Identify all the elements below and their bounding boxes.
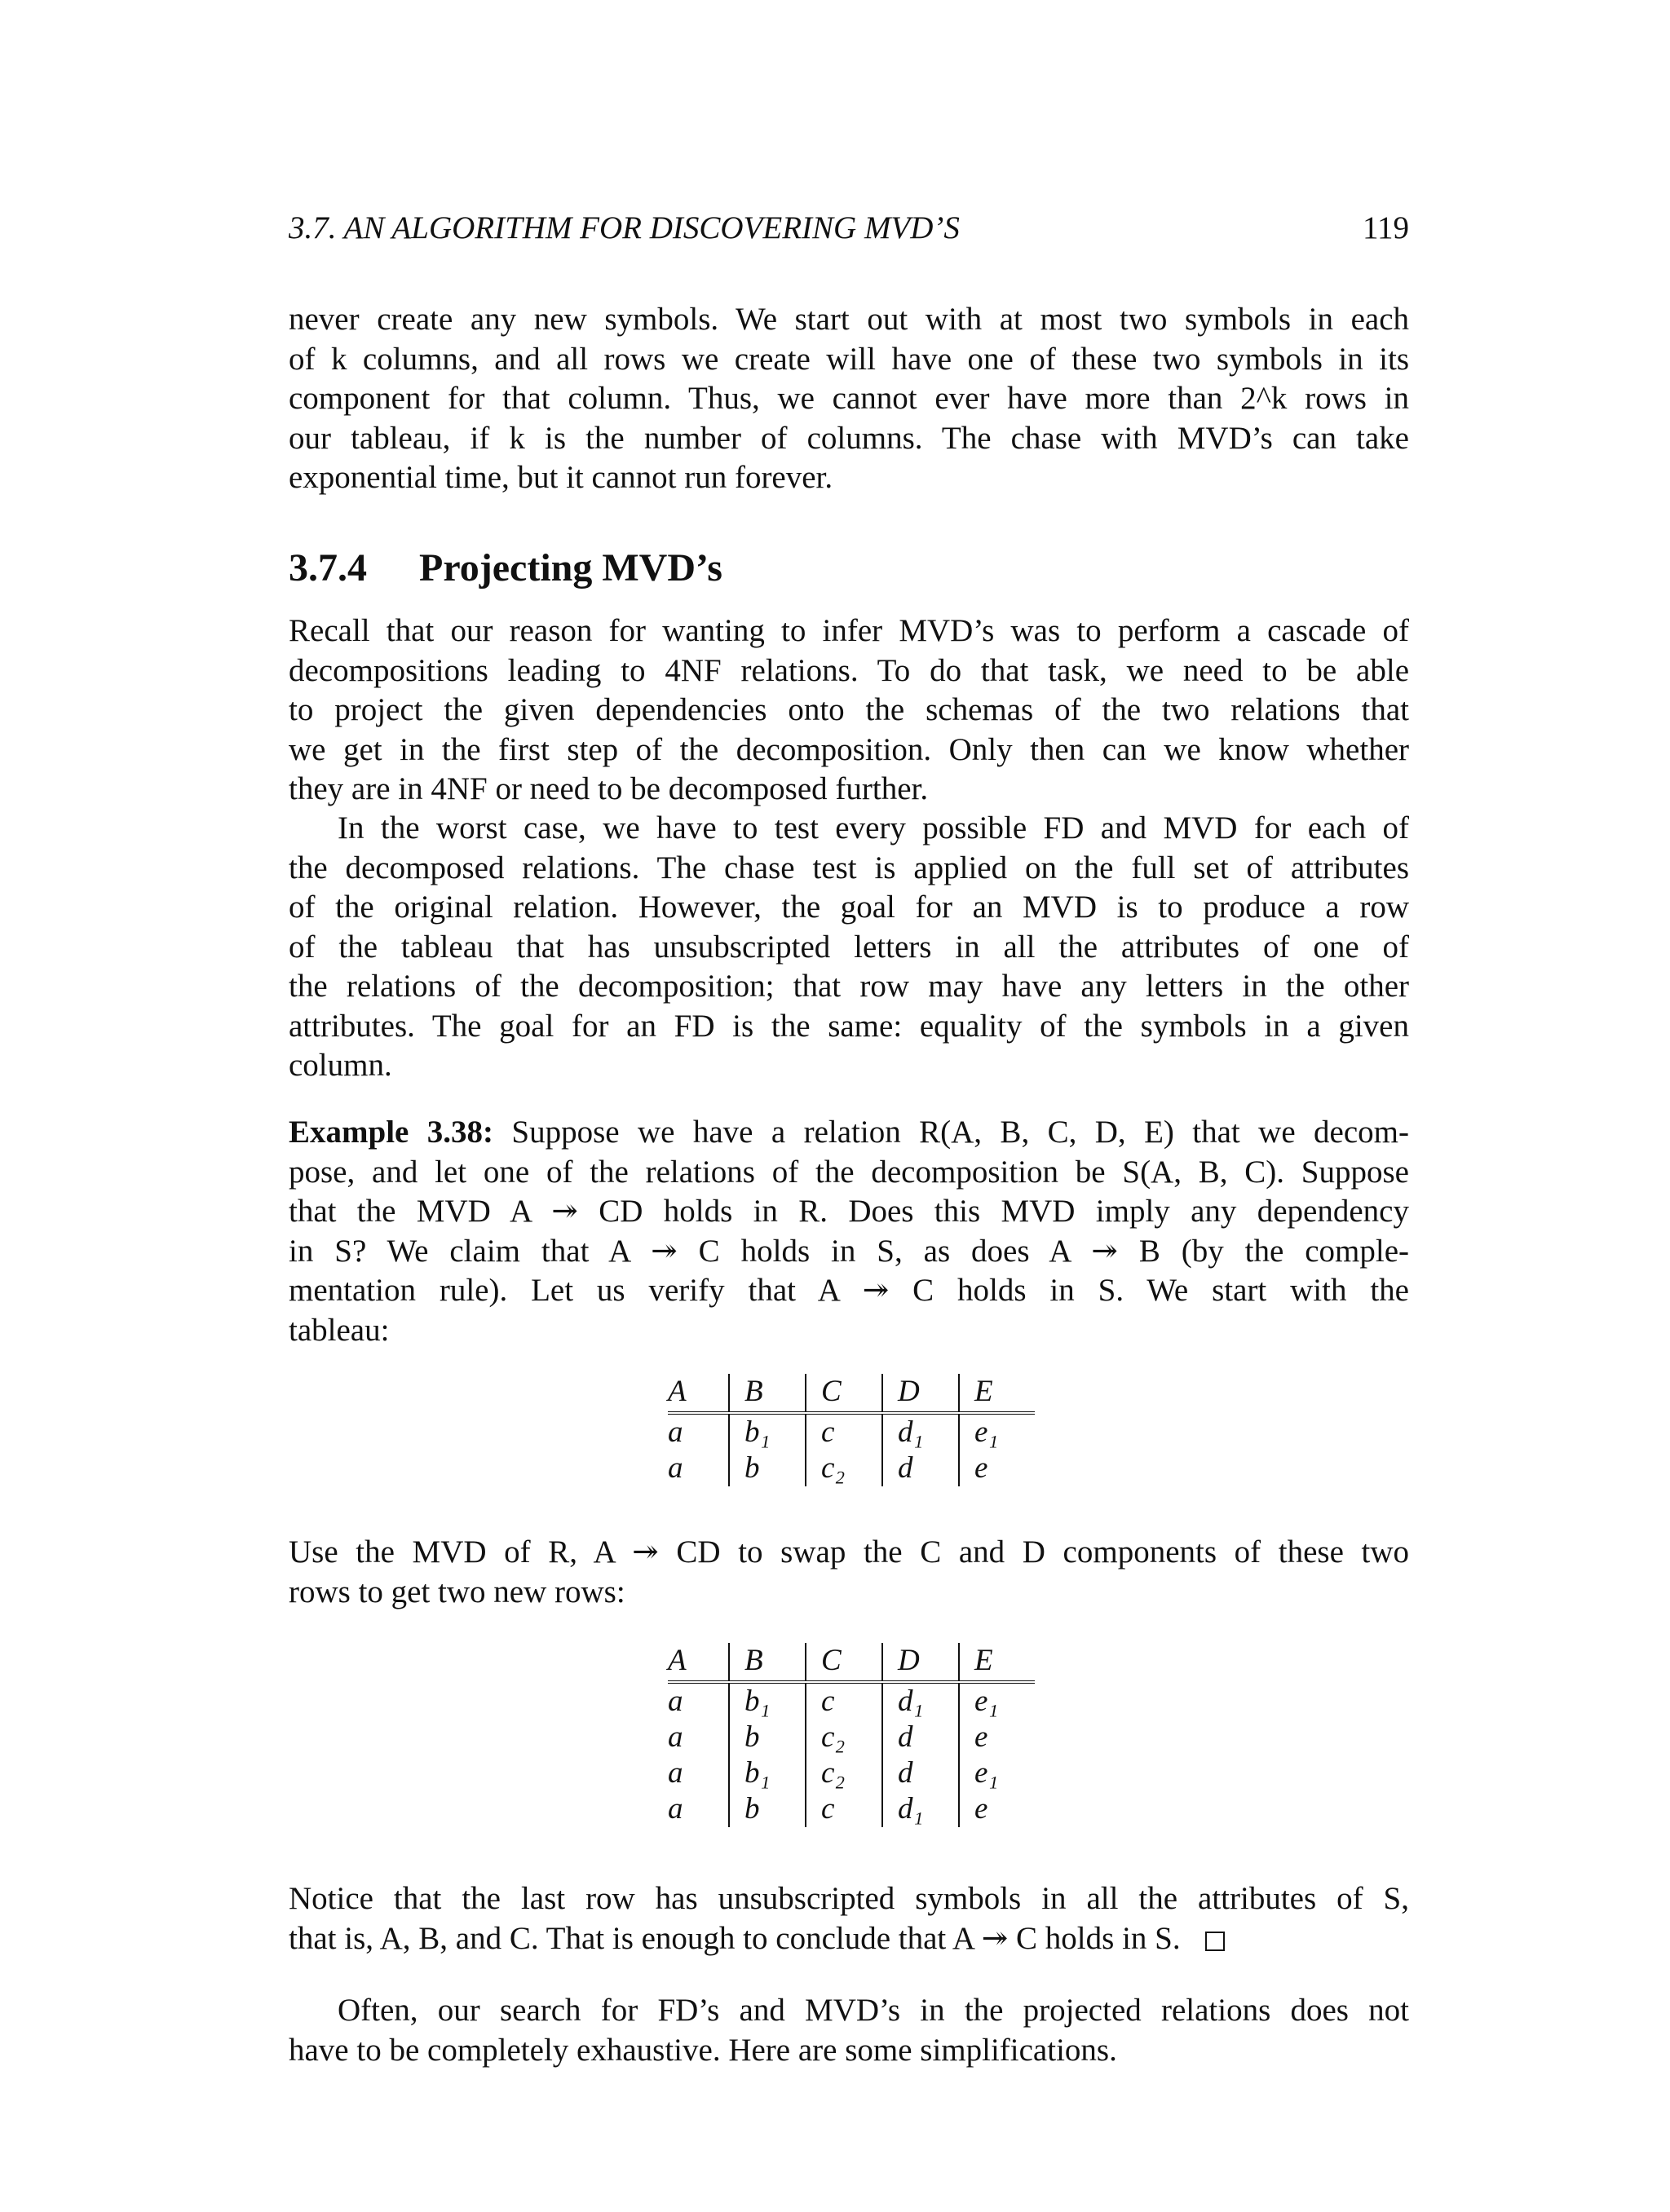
cell: a bbox=[668, 1415, 683, 1449]
column-header: C bbox=[806, 1643, 882, 1682]
text-line-content: that is, A, B, and C. That is enough to conclude that A ↠ C holds in S. bbox=[289, 1920, 1181, 1956]
cell: c₂ bbox=[806, 1720, 882, 1755]
text-line: never create any new symbols. We start out with at most two symbols in each bbox=[289, 302, 1409, 337]
text-line: exponential time, but it cannot run forever. bbox=[289, 460, 833, 495]
tableau-initial bbox=[668, 1374, 1035, 1486]
cell: b bbox=[729, 1791, 806, 1827]
text-line: that the MVD A ↠ CD holds in R. Does this MVD imply any dependency bbox=[289, 1194, 1409, 1229]
tableau-row bbox=[668, 1682, 1035, 1720]
text-line: the relations of the decomposition; that row may have any letters in the other bbox=[289, 969, 1409, 1004]
column-header: E bbox=[959, 1643, 1035, 1682]
text-line: rows to get two new rows: bbox=[289, 1574, 625, 1609]
section-heading bbox=[289, 542, 722, 594]
cell: b₁ bbox=[729, 1413, 806, 1450]
paragraph-1 bbox=[289, 300, 1409, 498]
cell: c bbox=[806, 1682, 882, 1720]
cell: a bbox=[668, 1684, 683, 1718]
cell: e bbox=[959, 1720, 1035, 1755]
paragraph-3 bbox=[289, 809, 1409, 1086]
cell: d₁ bbox=[882, 1413, 959, 1450]
running-head bbox=[289, 204, 1409, 253]
text-line bbox=[289, 1113, 1409, 1153]
cell: e₁ bbox=[959, 1755, 1035, 1791]
tableau-row bbox=[668, 1413, 1035, 1450]
cell: d₁ bbox=[882, 1791, 959, 1827]
text-line: Use the MVD of R, A ↠ CD to swap the C and D components of these two bbox=[289, 1534, 1409, 1570]
text-line: Recall that our reason for wanting to infer MVD’s was to perform a cascade of bbox=[289, 613, 1409, 648]
section-title: Projecting MVD’s bbox=[419, 546, 722, 589]
text-line: our tableau, if k is the number of columns. The chase with MVD’s can take bbox=[289, 420, 1409, 456]
text-line: to project the given dependencies onto the schemas of the two relations that bbox=[289, 692, 1409, 727]
cell: d bbox=[882, 1720, 959, 1755]
page-number: 119 bbox=[1362, 210, 1409, 245]
text-line: of the original relation. However, the goal for an MVD is to produce a row bbox=[289, 890, 1409, 925]
cell: a bbox=[668, 1451, 683, 1485]
section-number: 3.7.4 bbox=[289, 546, 367, 589]
paragraph-6 bbox=[289, 1991, 1409, 2070]
text-line: in S? We claim that A ↠ C holds in S, as does A ↠ B (by the comple- bbox=[289, 1233, 1409, 1269]
text-line: mentation rule). Let us verify that A ↠ C holds in S. We start with the bbox=[289, 1273, 1409, 1308]
cell: e bbox=[959, 1791, 1035, 1827]
column-header: C bbox=[806, 1374, 882, 1413]
cell: d₁ bbox=[882, 1682, 959, 1720]
text-line: have to be completely exhaustive. Here are some simplifications. bbox=[289, 2032, 1117, 2068]
column-header: D bbox=[882, 1374, 959, 1413]
cell: b₁ bbox=[729, 1755, 806, 1791]
text-line: decompositions leading to 4NF relations. To do that task, we need to be able bbox=[289, 652, 1409, 688]
cell: b₁ bbox=[729, 1682, 806, 1720]
text-line: of k columns, and all rows we create will have one of these two symbols in its bbox=[289, 341, 1409, 377]
cell: a bbox=[668, 1720, 683, 1754]
tableau-header-row bbox=[668, 1374, 1035, 1413]
cell: c bbox=[806, 1791, 882, 1827]
paragraph-5 bbox=[289, 1879, 1409, 1958]
text-line: Notice that the last row has unsubscripted symbols in all the attributes of S, bbox=[289, 1881, 1409, 1916]
example-text: Suppose we have a relation R(A, B, C, D, E) that we decom- bbox=[511, 1115, 1409, 1150]
tableau-row bbox=[668, 1755, 1035, 1791]
tableau-after-swap bbox=[668, 1643, 1035, 1827]
text-line: component for that column. Thus, we cannot ever have more than 2^k rows in bbox=[289, 381, 1409, 416]
text-line: pose, and let one of the relations of the decomposition be S(A, B, C). Suppose bbox=[289, 1154, 1409, 1190]
cell: c₂ bbox=[806, 1450, 882, 1486]
tableau-row bbox=[668, 1450, 1035, 1486]
cell: d bbox=[882, 1755, 959, 1791]
column-header: B bbox=[729, 1374, 806, 1413]
text-line: the decomposed relations. The chase test is applied on the full set of attributes bbox=[289, 850, 1409, 885]
cell: e₁ bbox=[959, 1682, 1035, 1720]
text-line: column. bbox=[289, 1048, 392, 1083]
cell: c bbox=[806, 1413, 882, 1450]
tableau-row bbox=[668, 1720, 1035, 1755]
text-line: tableau: bbox=[289, 1312, 390, 1348]
column-header: A bbox=[668, 1643, 729, 1682]
cell: d bbox=[882, 1450, 959, 1486]
text-line bbox=[289, 1919, 1409, 1959]
text-line: In the worst case, we have to test every possible FD and MVD for each of bbox=[338, 810, 1409, 846]
cell: b bbox=[729, 1450, 806, 1486]
paragraph-4 bbox=[289, 1533, 1409, 1612]
column-header: E bbox=[959, 1374, 1035, 1413]
text-line: Often, our search for FD’s and MVD’s in the projected relations does not bbox=[338, 1993, 1409, 2028]
tableau-row bbox=[668, 1791, 1035, 1827]
example-label: Example 3.38: bbox=[289, 1115, 493, 1150]
end-of-example-icon bbox=[1205, 1932, 1225, 1951]
tableau-header-row bbox=[668, 1643, 1035, 1682]
column-header: B bbox=[729, 1643, 806, 1682]
text-line: of the tableau that has unsubscripted letters in all the attributes of one of bbox=[289, 929, 1409, 965]
running-head-title: 3.7. AN ALGORITHM FOR DISCOVERING MVD’S bbox=[289, 210, 960, 245]
cell: e₁ bbox=[959, 1413, 1035, 1450]
text-line: they are in 4NF or need to be decomposed further. bbox=[289, 771, 929, 806]
cell: b bbox=[729, 1720, 806, 1755]
cell: c₂ bbox=[806, 1755, 882, 1791]
column-header: D bbox=[882, 1643, 959, 1682]
column-header: A bbox=[668, 1374, 729, 1413]
cell: e bbox=[959, 1450, 1035, 1486]
example-3-38 bbox=[289, 1113, 1409, 1350]
cell: a bbox=[668, 1792, 683, 1826]
cell: a bbox=[668, 1756, 683, 1790]
text-line: we get in the first step of the decomposition. Only then can we know whether bbox=[289, 731, 1409, 767]
text-line: attributes. The goal for an FD is the same: equality of the symbols in a given bbox=[289, 1008, 1409, 1044]
paragraph-2 bbox=[289, 612, 1409, 810]
